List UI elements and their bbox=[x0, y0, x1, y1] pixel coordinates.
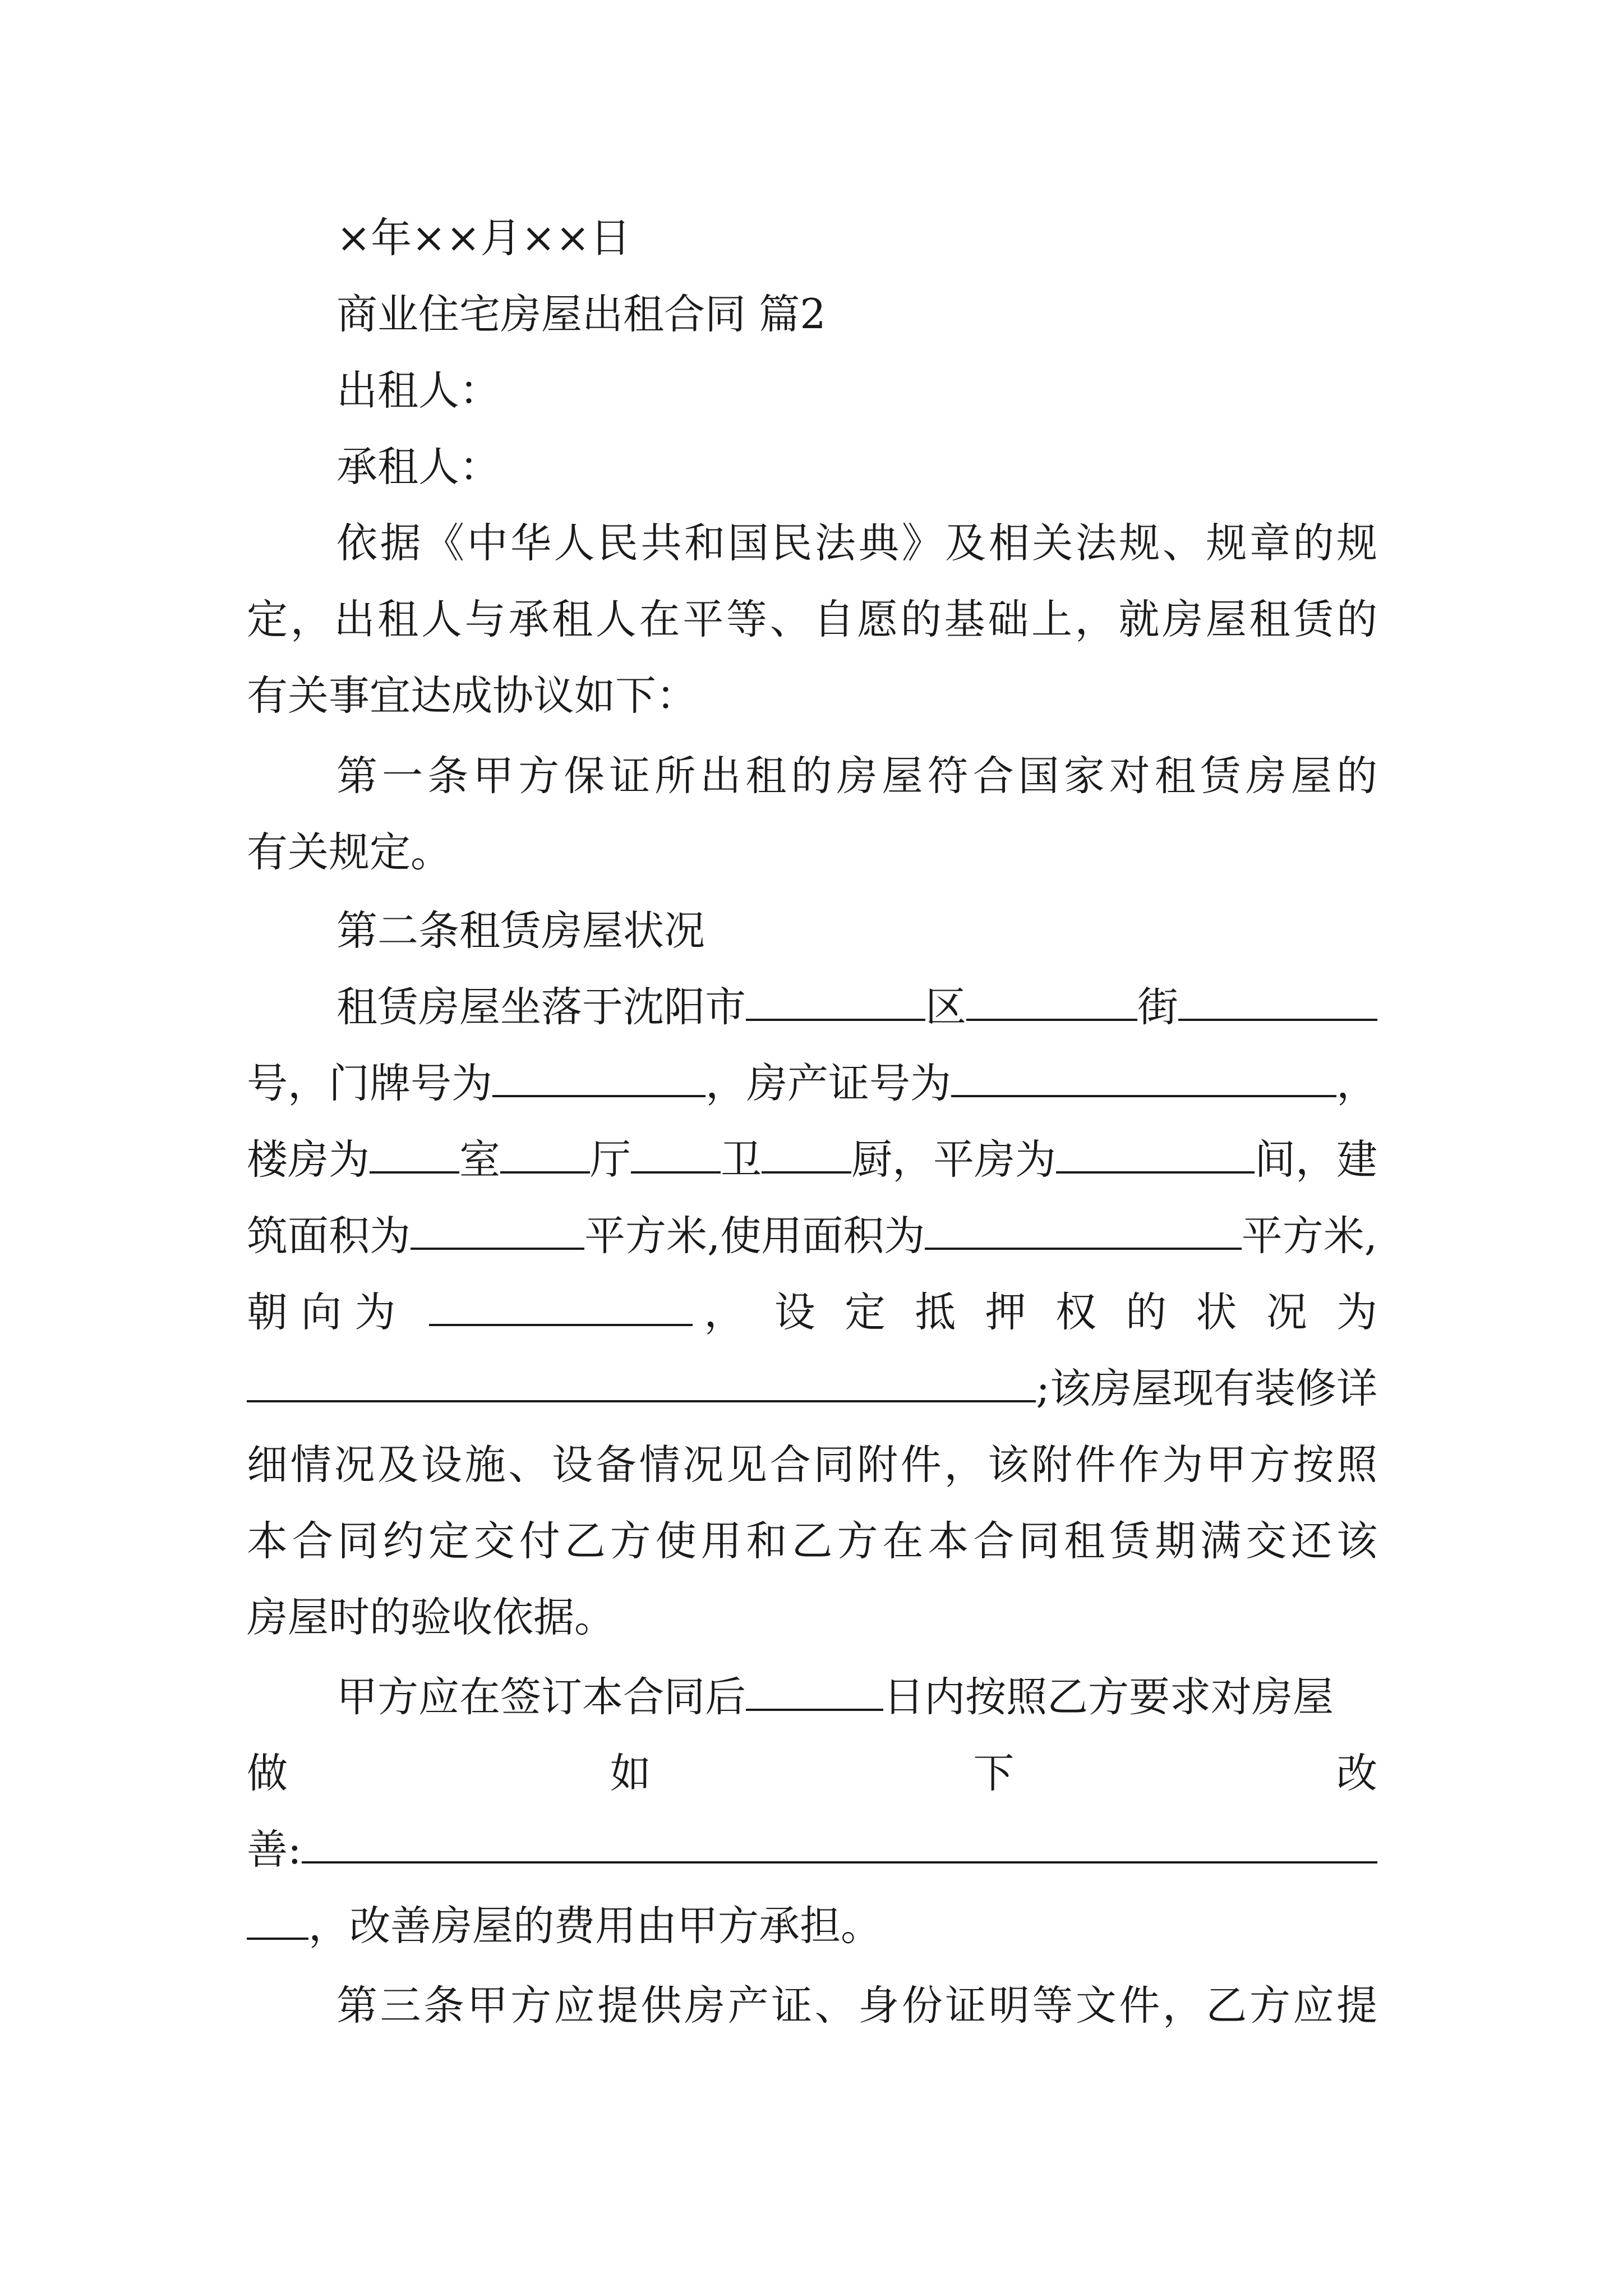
improvement-line-2 bbox=[247, 1746, 1377, 1802]
article-1-line-2: 有关规定。 bbox=[247, 829, 451, 876]
improvement-request-label: 日内按照乙方要求对房屋 bbox=[883, 1673, 1334, 1721]
street-label: 街 bbox=[1137, 983, 1178, 1031]
improvement-line-3 bbox=[247, 1822, 1377, 1878]
building-area-blank[interactable] bbox=[411, 1209, 584, 1250]
street-blank[interactable] bbox=[966, 981, 1137, 1021]
doorplate-label: 号，门牌号为 bbox=[247, 1060, 492, 1107]
usable-area-label: 平方米,使用面积为 bbox=[584, 1212, 925, 1260]
improvement-cost-label: ，改善房屋的费用由甲方承担。 bbox=[308, 1902, 882, 1950]
district-blank[interactable] bbox=[746, 981, 925, 1021]
description-line-1: 细情况及设施、设备情况见合同附件，该附件作为甲方按照 bbox=[247, 1441, 1377, 1489]
orientation-label: 朝 向 为 bbox=[247, 1289, 396, 1336]
article-1-line-1: 第一条甲方保证所出租的房屋符合国家对租赁房屋的 bbox=[336, 752, 1377, 800]
improvement-line-1 bbox=[336, 1669, 1377, 1726]
rooms-label: 室 bbox=[459, 1136, 500, 1184]
improvement-word-3: 下 bbox=[973, 1750, 1015, 1797]
rooms-blank[interactable] bbox=[370, 1133, 459, 1174]
improvement-days-blank[interactable] bbox=[746, 1671, 883, 1711]
improvement-word-2: 如 bbox=[610, 1750, 651, 1797]
doorplate-line bbox=[247, 1056, 1377, 1112]
rooms-line bbox=[247, 1132, 1377, 1188]
intro-line-1: 依据《中华人民共和国民法典》及相关法规、规章的规 bbox=[336, 519, 1377, 567]
improvement-content-blank[interactable] bbox=[302, 1822, 1377, 1864]
mortgage-blank[interactable] bbox=[247, 1361, 1036, 1402]
usable-area-blank[interactable] bbox=[925, 1208, 1242, 1250]
doorplate-blank[interactable] bbox=[492, 1057, 706, 1097]
kitchens-label: 厨，平房为 bbox=[851, 1136, 1056, 1184]
intro-line-3: 有关事宜达成协议如下： bbox=[247, 672, 697, 720]
usable-area-unit: 平方米, bbox=[1241, 1212, 1377, 1260]
location-city-label: 租赁房屋坐落于沈阳市 bbox=[336, 983, 746, 1031]
improvement-word-4: 改 bbox=[1336, 1750, 1377, 1797]
orientation-line bbox=[247, 1285, 1377, 1341]
orientation-blank[interactable] bbox=[429, 1286, 693, 1326]
improvement-line-4 bbox=[247, 1898, 1377, 1954]
area-line bbox=[247, 1208, 1377, 1264]
date-line: ×年××月××日 bbox=[336, 214, 631, 262]
halls-blank[interactable] bbox=[500, 1133, 590, 1174]
baths-label: 卫 bbox=[721, 1136, 762, 1184]
mortgage-label: ， 设 定 抵 押 权 的 状 况 为 bbox=[704, 1289, 1377, 1336]
improvement-content-label: 善: bbox=[247, 1826, 302, 1874]
district-label: 区 bbox=[925, 983, 966, 1031]
building-area-label: 筑面积为 bbox=[247, 1212, 411, 1260]
decoration-label: ;该房屋现有装修详 bbox=[1036, 1365, 1377, 1412]
improvement-word-1: 做 bbox=[247, 1750, 288, 1797]
kitchens-blank[interactable] bbox=[762, 1133, 851, 1174]
intro-line-2: 定，出租人与承租人在平等、自愿的基础上，就房屋租赁的 bbox=[247, 596, 1377, 643]
improvement-content-blank-end[interactable] bbox=[247, 1899, 308, 1940]
description-line-2: 本合同约定交付乙方使用和乙方在本合同租赁期满交还该 bbox=[247, 1517, 1377, 1565]
certificate-blank[interactable] bbox=[951, 1056, 1336, 1097]
mortgage-line bbox=[247, 1361, 1377, 1417]
certificate-comma: ， bbox=[1336, 1060, 1377, 1107]
description-line-3: 房屋时的验收依据。 bbox=[247, 1594, 615, 1641]
bungalow-label: 间，建 bbox=[1255, 1136, 1377, 1184]
lessor-line: 出租人： bbox=[336, 367, 500, 415]
baths-blank[interactable] bbox=[631, 1133, 721, 1174]
contract-title: 商业住宅房屋出租合同 篇2 bbox=[336, 291, 826, 338]
certificate-label: ，房产证号为 bbox=[706, 1060, 951, 1107]
building-label: 楼房为 bbox=[247, 1136, 370, 1184]
location-line bbox=[336, 979, 1377, 1036]
lessee-line: 承租人： bbox=[336, 443, 500, 491]
article-2-title: 第二条租赁房屋状况 bbox=[336, 907, 705, 955]
article-3-line-1: 第三条甲方应提供房产证、身份证明等文件，乙方应提 bbox=[336, 1982, 1377, 2030]
bungalow-rooms-blank[interactable] bbox=[1056, 1132, 1255, 1174]
improvement-days-label: 甲方应在签订本合同后 bbox=[336, 1673, 746, 1721]
number-blank[interactable] bbox=[1178, 979, 1377, 1021]
halls-label: 厅 bbox=[590, 1136, 631, 1184]
